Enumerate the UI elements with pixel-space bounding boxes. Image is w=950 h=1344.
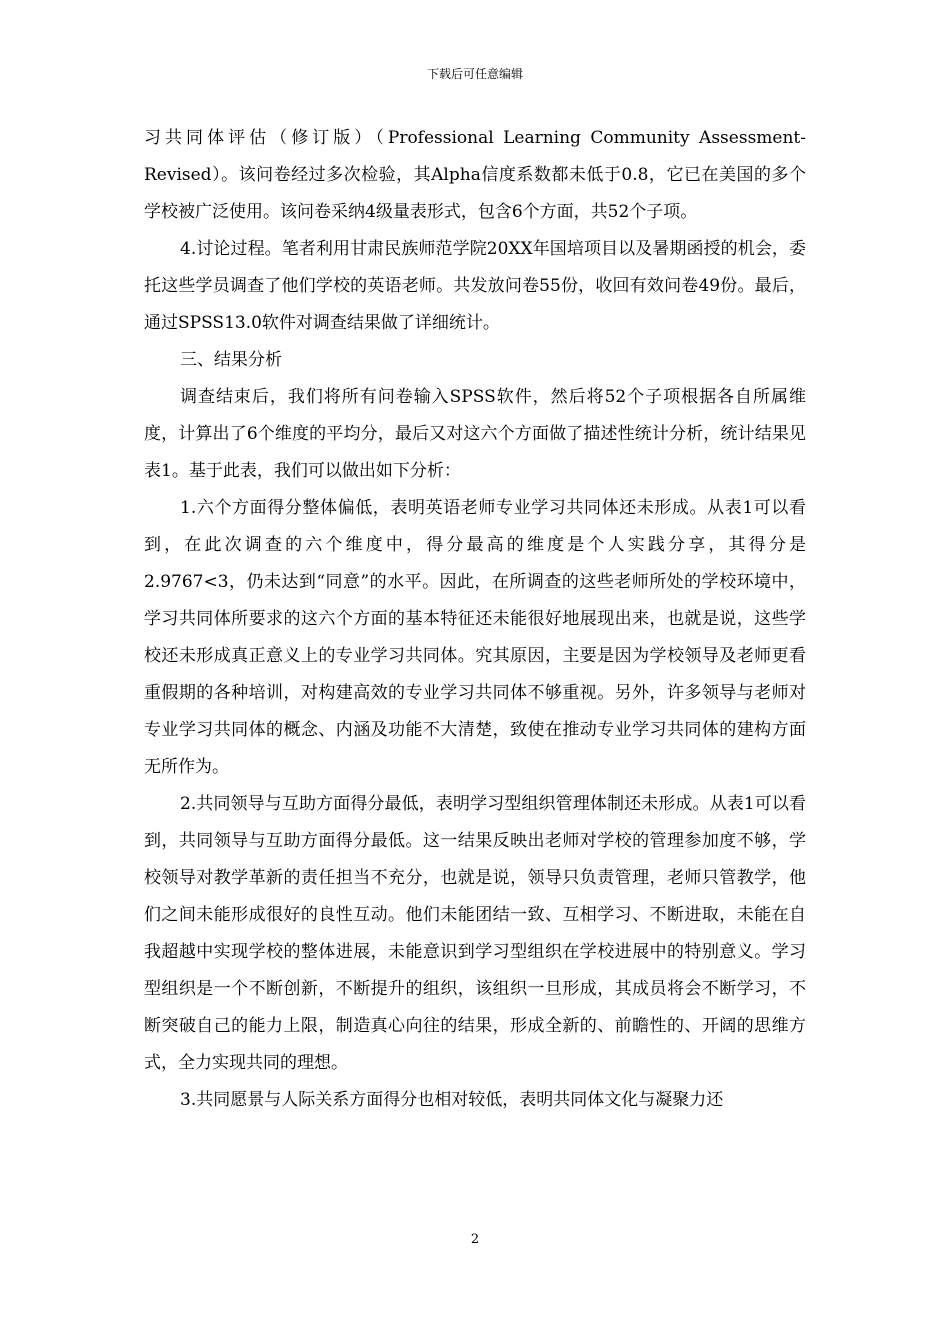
paragraph-finding-2: 2.共同领导与互助方面得分最低，表明学习型组织管理体制还未形成。从表1可以看到，共同领导与互助方面得分最低。这一结果反映出老师对学校的管理参加度不够，学校领导对教学革新的责任担当不充分，也就是说，领导只负责管理，老师只管教学，他们之间未能形成很好的良性互动。他们未能团结一致、互相学习、不断进取，未能在自我超越中实现学校的整体进展，未能意识到学习型组织在学校进展中的特别意义。学习型组织是一个不断创新，不断提升的组织，该组织一旦形成，其成员将会不断学习，不断突破自己的能力上限，制造真心向往的结果，形成全新的、前瞻性的、开阔的思维方式，全力实现共同的理想。: [144, 794, 806, 1073]
document-body: [144, 120, 806, 1119]
paragraph-results-intro: 调查结束后，我们将所有问卷输入SPSS软件，然后将52个子项根据各自所属维度，计算出了6个维度的平均分，最后又对这六个方面做了描述性统计分析，统计结果见表1。基于此表，我们可以做出如下分析：: [144, 387, 806, 481]
page-number: 2: [470, 1232, 480, 1247]
section-heading-results: 三、结果分析: [180, 350, 282, 370]
paragraph-finding-1: 1.六个方面得分整体偏低，表明英语老师专业学习共同体还未形成。从表1可以看到，在此次调查的六个维度中，得分最高的维度是个人实践分享，其得分是2.9767<3，仍未达到“同意”的水平。因此，在所调查的这些老师所处的学校环境中，学习共同体所要求的这六个方面的基本特征还未能很好地展现出来，也就是说，这些学校还未形成真正意义上的专业学习共同体。究其原因，主要是因为学校领导及老师更看重假期的各种培训，对构建高效的专业学习共同体不够重视。另外，许多领导与老师对专业学习共同体的概念、内涵及功能不大清楚，致使在推动专业学习共同体的建构方面无所作为。: [144, 498, 806, 777]
paragraph-discussion-process: 4.讨论过程。笔者利用甘肃民族师范学院20XX年国培项目以及暑期函授的机会，委托这些学员调查了他们学校的英语老师。共发放问卷55份，收回有效问卷49份。最后，通过SPSS13.0软件对调查结果做了详细统计。: [144, 239, 806, 333]
paragraph-finding-3: 3.共同愿景与人际关系方面得分也相对较低，表明共同体文化与凝聚力还: [180, 1090, 724, 1110]
paragraph-continued: 习共同体评估（修订版）（Professional Learning Community Assessment-Revised）。该问卷经过多次检验，其Alpha信度系数都未低于0.8，它已在美国的多个学校被广泛使用。该问卷采纳4级量表形式，包含6个方面，共52个子项。: [144, 128, 806, 222]
page-header: 下载后可任意编辑: [426, 67, 523, 81]
